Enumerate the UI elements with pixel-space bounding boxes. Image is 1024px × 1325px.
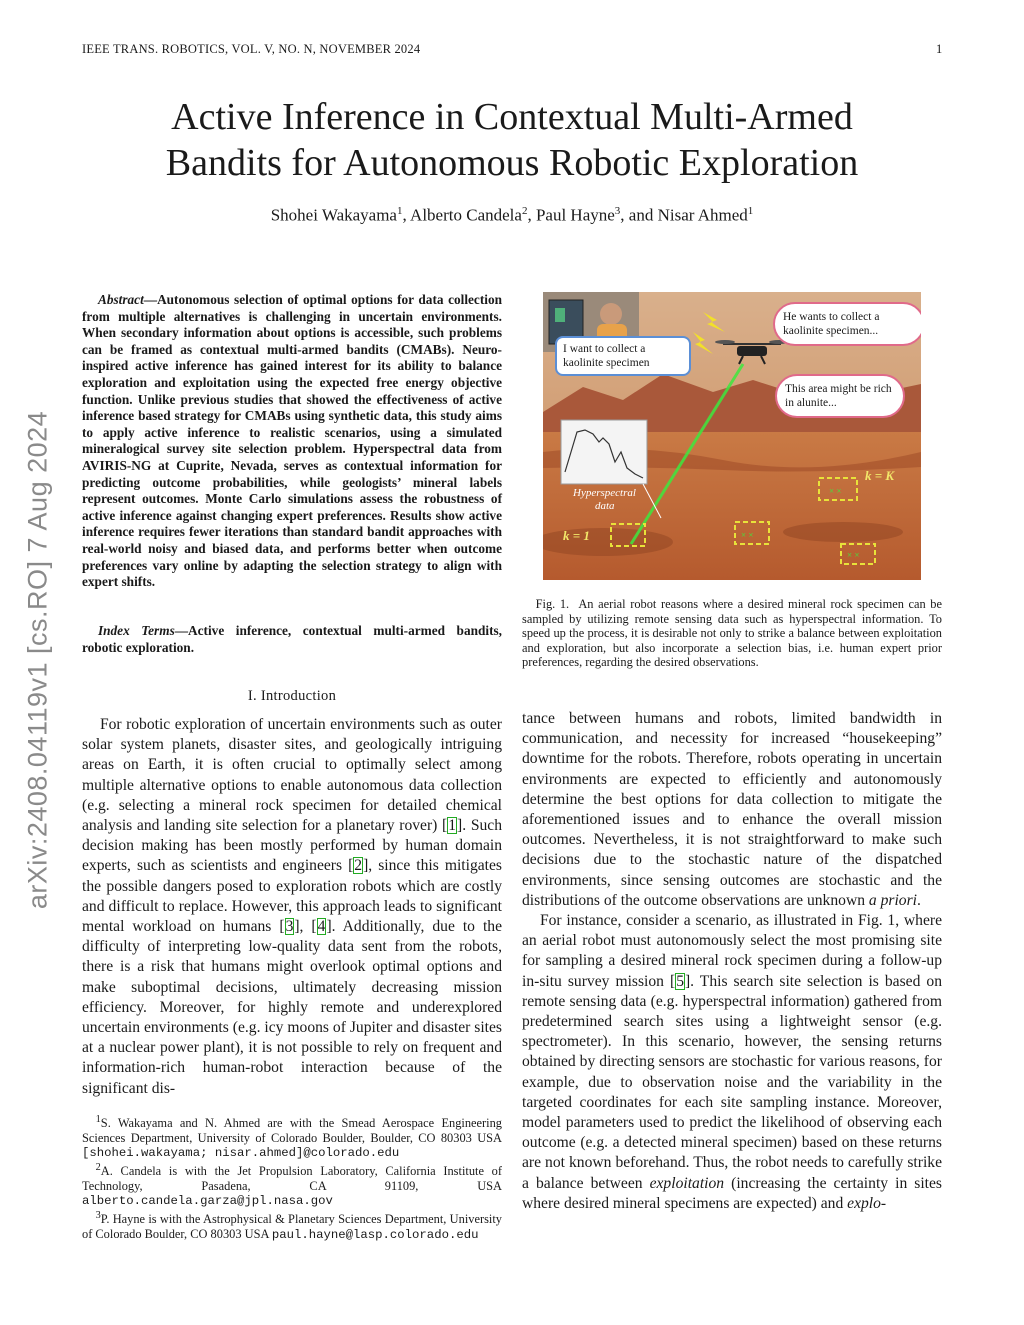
text-run: For instance, consider a scenario, as illustrated in Fig. 1, where an aerial robot must autonomously select the most promising site for sampling a desired mineral rock specimen during a follow-up in-situ survey mission [ [522,912,942,990]
paragraph [522,709,942,911]
text-run: tance between humans and robots, limited bandwidth in communication, and necessity for increased “housekeeping” downtime for the robots. Therefore, robots operating in uncertain environments are expected to efficiently and autonomously determine the best options for data collection to mitigate the aforementioned issues and to enhance the overall mission outcomes. Nevertheless, it is not straightforward to make such decisions due to the stochastic nature of the dispatched environments, since sensing outcomes are stochastic and the distributions of the outcome observations are unknown [522,710,942,909]
rock-shadow [783,522,903,542]
text-run: ]. Additionally, due to the difficulty of interpreting low-quality data sent from the robots, there is a risk that humans might overlook optimal options and make suboptimal decisions, ultimately decreasing mission efficiency. Moreover, for highly remote and underexplored uncertain environments (e.g. icy moons of Jupiter and disaster sites at a nuclear power plant), it is not possible to rely on frequent and information-rich human-robot interaction because of the significant dis- [82,918,503,1097]
paragraph [522,911,942,1214]
footnote-text: S. Wakayama and N. Ahmed are with the Smead Aerospace Engineering Sciences Department, University of Colorado Boulder, Boulder, CO 80303 USA [82,1116,502,1145]
author-affiliation: 1 [396,205,403,217]
arxiv-sidebar [4,340,72,980]
author-name: Nisar Ahmed [657,205,748,225]
abstract-text: —Autonomous selection of optimal options for data collection from multiple alternatives is challenging in uncertain environments. When secondary information about options is accessible, such problems can be framed as contextual multi-armed bandits (CMABs). Neuro-inspired active inference has gained interest for its ability to balance exploration and exploitation using the expected free energy objective function. Unlike previous studies that showed the effectiveness of active inference based strategy for CMABs using synthetic data, this study aims to apply active inference to realistic scenarios, using a simulated mineralogical survey site selection problem. Hyperspectral data from AVIRIS-NG at Cuprite, Nevada, serves as contextual information for predicting outcome probabilities, while geologists’ mineral labels represent outcomes. Monte Carlo simulations assess the robustness of active inference against changing expert preferences. Results show active inference requires fewer iterations than standard bandit approaches with real-world noisy and biased data, and performs better when outcome preferences vary online by adapting the selection strategy to align with expert shifts. [82,292,502,590]
abstract-label: Abstract [97,292,144,307]
hyperspectral-plot [561,420,647,484]
robot-thought-text: This area might be rich in alunite... [785,383,892,409]
author-separator: , [402,205,411,225]
footnote [82,1113,502,1161]
title-line-2: Bandits for Autonomous Robotic Exploration [165,142,859,184]
author-name: Alberto Candela [410,205,522,225]
title-line-1: Active Inference in Contextual Multi-Armed [171,96,853,138]
section-heading-text: I. Introduction [247,688,337,704]
footnote [82,1161,502,1209]
author-affiliation: 3 [614,205,621,217]
hyperspectral-label-word: Hyperspectral [573,487,636,499]
citation-link[interactable]: 5 [676,972,684,990]
person-head [600,303,622,325]
hyperspectral-label-word: data [595,500,615,512]
italic-text: a priori [868,891,917,909]
caption-label: Fig. 1. [535,597,570,611]
citation-link[interactable]: 3 [285,918,294,936]
arxiv-identifier: arXiv:2408.04119v1 [cs.RO] 7 Aug 2024 [22,410,53,910]
footnote-email: [shohei.wakayama; nisar.ahmed]@colorado.edu [82,1146,400,1161]
robot-thought-bubble [775,374,905,418]
author-affiliation: 2 [521,205,528,217]
text-run: ]. Such decision making has been mostly performed by human domain experts, such as scientists and engineers [ [82,817,503,875]
italic-text: exploitation [649,1174,725,1192]
footnote-mark: 2 [95,1161,101,1173]
kK-label: k = K [865,468,895,483]
section-heading [82,688,502,705]
abstract [82,292,502,591]
intro-right-column [522,709,942,1214]
k1-label: k = 1 [563,528,590,543]
author-name: Shohei Wakayama [270,205,397,225]
robot-thought-text: He wants to collect a kaolinite specimen... [783,311,880,337]
citation-link[interactable]: 2 [354,857,363,875]
intro-left-column [82,715,502,1099]
footnote-email: alberto.candela.garza@jpl.nasa.gov [82,1194,333,1209]
running-header: IEEE TRANS. ROBOTICS, VOL. V, NO. N, NOVEMBER 2024 [82,42,421,56]
human-speech-bubble [555,336,691,376]
footnote-mark: 3 [95,1209,101,1221]
sample-marker: × × [741,530,754,540]
author-name: Paul Hayne [535,205,615,225]
footnote-mark: 1 [95,1114,101,1125]
text-run: ]. This search site selection is based on remote sensing data (e.g. hyperspectral information) gathered from predetermined search sites using a lightweight sensor (e.g. spectrometer). In this scenario, however, the sensing returns obtained by directing sensors are stochastic for various reasons, for example, due to observation noise and the variability in the targeted coordinates for each site sampling instance. Moreover, model parameters used to predict the likelihood of observing each outcome (e.g. a detected mineral specimen) based on these returns are not known beforehand. Thus, the robot needs to carefully strike a balance between [522,972,942,1192]
footnote-email: paul.hayne@lasp.colorado.edu [271,1227,479,1242]
footnotes [82,1113,502,1242]
paper-title [0,94,1024,186]
italic-text: explo- [847,1194,887,1212]
footnote-text: A. Candela is with the Jet Propulsion Laboratory, California Institute of Technology, Pasadena, CA 91109, USA [82,1164,502,1193]
citation-link[interactable]: 4 [317,918,326,936]
index-terms [82,623,502,656]
author-separator: , and [620,205,658,225]
author-list [0,205,1024,226]
text-run: ], [ [294,918,317,936]
index-terms-label: Index Terms [97,623,175,638]
caption-text: An aerial robot reasons where a desired mineral rock specimen can be sampled by utilizing remote sensing data such as hyperspectral information. To speed up the process, it is desirable not only to strike a balance between exploitation and exploration, but also incorporate a selection bias, i.e. human expert prior preferences, regarding the desired observations. [522,597,942,669]
paragraph [82,715,502,1099]
figure-caption [522,597,942,670]
author-affiliation: 1 [747,205,754,217]
sample-marker: × × [829,486,842,496]
page-number: 1 [936,42,943,56]
footnote-text: P. Hayne is with the Astrophysical & Planetary Sciences Department, University of Colorado Boulder, CO 80303 USA [82,1211,502,1241]
author-separator: , [527,205,536,225]
text-run: . [917,891,921,909]
text-run: For robotic exploration of uncertain environments such as outer solar system planets, disaster sites, and geologically intriguing areas on Earth, it is often crucial to optimally select among multiple alternative options to enable autonomous data collection (e.g. selecting a mineral rock specimen for detailed chemical analysis and landing site selection for a planetary rover) [ [82,716,502,835]
figure-1 [543,292,921,580]
monitor-display [555,308,565,322]
robot-thought-bubble [773,302,921,346]
footnote [82,1209,502,1242]
sample-marker: × × [847,550,860,560]
index-terms-text: —Active inference, contextual multi-armed bandits, robotic exploration. [82,623,502,655]
citation-link[interactable]: 1 [448,817,457,835]
human-speech-text: I want to collect a kaolinite specimen [563,343,650,369]
text-run: ], since this mitigates the possible dangers posed to exploration robots which are costly and difficult to replace. However, this approach leads to significant mental workload on humans [ [82,857,502,936]
text-run: (increasing the certainty in sites where desired mineral specimens are expected) and [522,1174,942,1212]
